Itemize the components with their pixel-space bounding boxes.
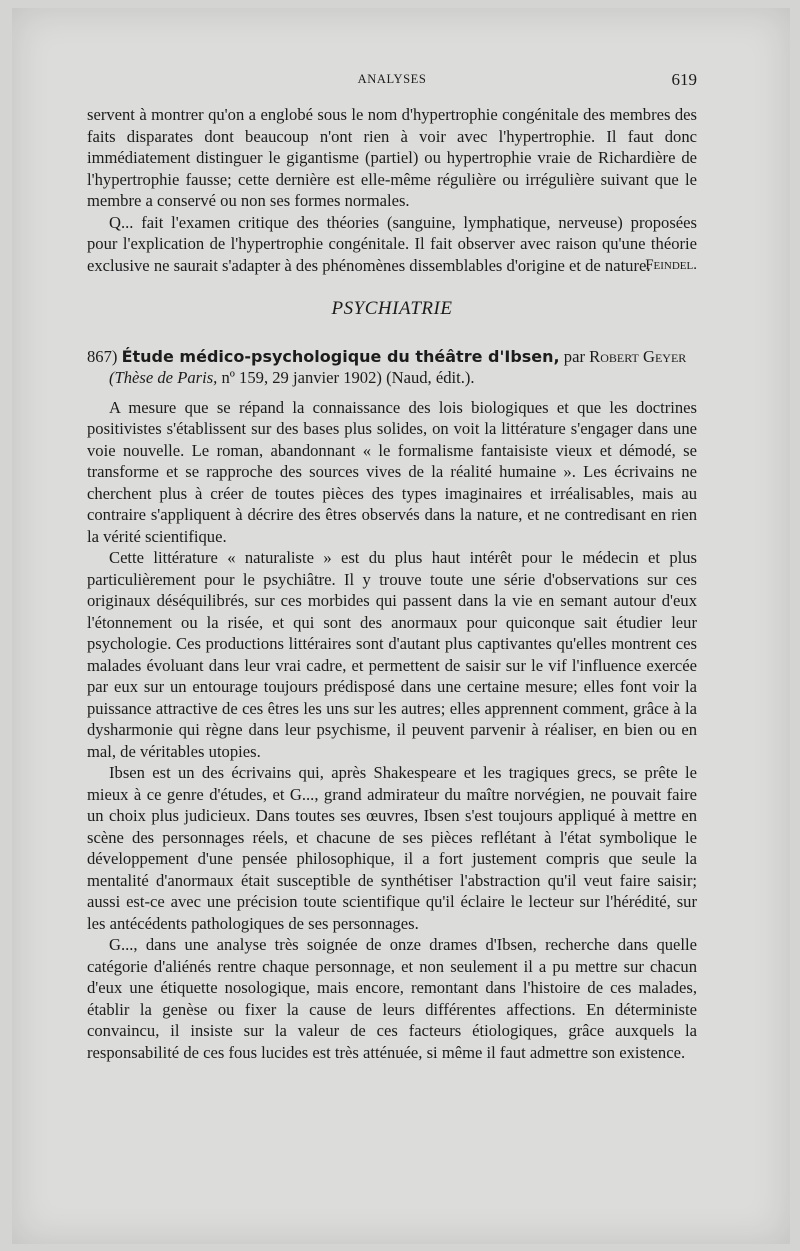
entry-source-italic: (Thèse de Paris, bbox=[109, 368, 218, 387]
entry-paragraph: G..., dans une analyse très soignée de onze drames d'Ibsen, recherche dans quelle catégorie d'aliénés rentre chaque personnage, et non seulement il a pu mettre sur chacun d'eux une étiquette nosologique, mais encore, remontant dans l'histoire de ces malades, établir la genèse ou fixer la cause de leurs différentes affections. En déterministe convaincu, il insiste sur la valeur de ces facteurs étiologiques, grâce auxquels la responsabilité de ces fous lucides est très atténuée, si même il faut admettre son existence. bbox=[87, 935, 697, 1062]
section-heading: PSYCHIATRIE bbox=[331, 298, 453, 319]
page-header bbox=[87, 70, 697, 94]
continuation-paragraph: Q... fait l'examen critique des théories (sanguine, lymphatique, nerveuse) proposées pour l'explication de l'hypertrophie congénitale. Il fait observer avec raison qu'une théorie exclusive ne saurait s'adapter à des phénomènes dissemblables d'origine et de nature. bbox=[87, 212, 697, 275]
entry-title: Étude médico-psychologique du théâtre d'Ibsen, bbox=[121, 346, 560, 366]
entry-source-rest: nº 159, 29 janvier 1902) (Naud, édit.). bbox=[221, 368, 475, 387]
entry-author: Robert Geyer bbox=[589, 346, 687, 366]
entry-paragraph: Cette littérature « naturaliste » est du plus haut intérêt pour le médecin et plus particulièrement pour le psychiâtre. Il y trouve toute une série d'observations sur ces originaux déséquilibrés, sur ces morbides qui passent dans la vie en semant autour d'eux l'étonnement ou la risée, et qui sont des anormaux pour quiconque sait étudier leur psychologie. Ces productions littéraires sont d'autant plus captivantes qu'elles montrent ces malades évoluant dans leur vrai cadre, et permettent de saisir sur le vif l'influence exercée par eux sur un entourage toujours prédisposé dans une certaine mesure; elles font voir la puissance attractive de ces êtres les uns sur les autres; elles apprennent comment, grâce à la dysharmonie qui règne dans leur psychisme, il peuvent parvenir à réaliser, en bien ou en mal, de véritables utopies. bbox=[87, 548, 697, 761]
running-title: ANALYSES bbox=[357, 72, 427, 86]
entry-paragraph: A mesure que se répand la connaissance des lois biologiques et que les doctrines positivistes s'établissent sur des bases plus solides, on voit la littérature s'engager dans une voie nouvelle. Le roman, abandonnant « le formalisme fantaisiste vieux et démodé, se transforme et se rapproche des sources vives de la réalité humaine ». Les écrivains ne cherchent plus à créer de toutes pièces des types imaginaires et irréalisables, mais au contraire s'appliquent à décrire des êtres observés dans la nature, et ne contredisant en rien la vérité scientifique. bbox=[87, 397, 697, 546]
entry-source bbox=[87, 367, 697, 389]
reviewer-signature: Feindel. bbox=[645, 256, 697, 273]
entry-paragraph: Ibsen est un des écrivains qui, après Shakespeare et les tragiques grecs, se prête le mieux à ce genre d'études, et G..., grand admirateur du maître norvégien, ne pouvait faire un choix plus judicieux. Dans toutes ses œuvres, Ibsen s'est toujours appliqué à mettre en scène des personnages réels, et chacune de ses pièces reflétant à l'état symbolique le développement d'une pensée philosophique, il a fort justement compris que seule la mentalité d'anormaux était susceptible de synthétiser l'abstraction qu'il veut faire saisir; aussi est-ce avec une précision toute scientifique qu'il éclaire le lecteur sur l'hérédité, sur les antécédents pathologiques de ses personnages. bbox=[87, 763, 697, 933]
continuation-paragraph: servent à montrer qu'on a englobé sous le nom d'hypertrophie congénitale des membres des faits disparates dont beaucoup n'ont rien à voir avec l'hypertrophie. Il faut donc immédiatement distinguer le gigantisme (partiel) ou hypertrophie vraie de Richardière de l'hypertrophie fausse; cette dernière est elle-même régulière ou irrégulière suivant que le membre a conservé ou non ses formes normales. bbox=[87, 105, 697, 210]
entry-by: par bbox=[563, 346, 585, 366]
page-body bbox=[87, 104, 697, 1063]
entry-heading bbox=[87, 346, 697, 368]
page-number: 619 bbox=[671, 70, 697, 89]
book-page bbox=[12, 8, 790, 1244]
entry-body bbox=[87, 397, 697, 1064]
entry-number: 867) bbox=[87, 346, 118, 366]
